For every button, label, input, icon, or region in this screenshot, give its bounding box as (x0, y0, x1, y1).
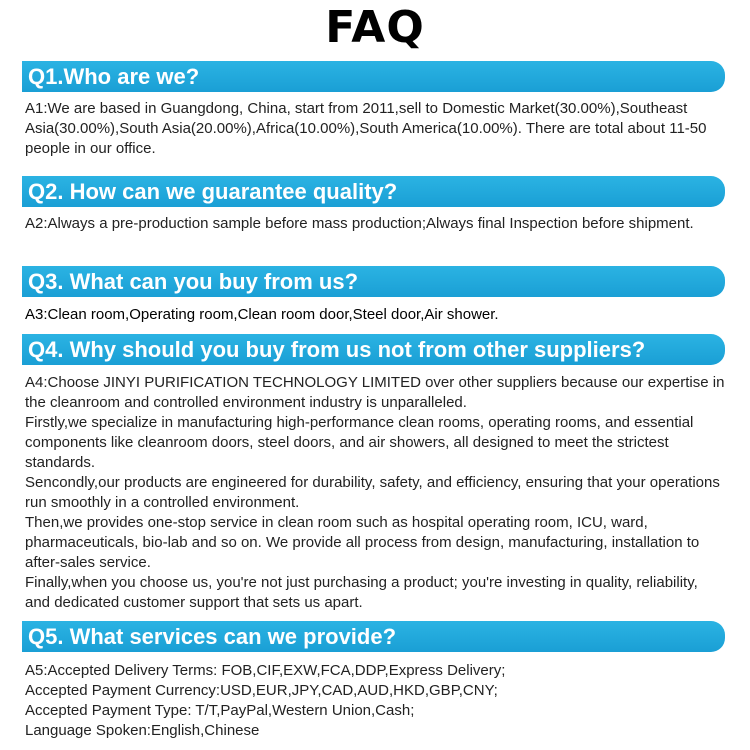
faq-answer-4-para-5: Finally,when you choose us, you're not just purchasing a product; you're investing in quality, reliability, and dedicated customer support that sets us apart. (25, 574, 698, 611)
faq-question-5: Q5. What services can we provide? (22, 621, 725, 652)
faq-answer-5 (25, 661, 725, 741)
faq-answer-3-line: A3:Clean room,Operating room,Clean room door,Steel door,Air shower. (25, 306, 499, 323)
faq-question-3: Q3. What can you buy from us? (22, 266, 725, 297)
faq-answer-5-line-2: Accepted Payment Currency:USD,EUR,JPY,CAD,AUD,HKD,GBP,CNY; (25, 682, 498, 699)
faq-question-1: Q1.Who are we? (22, 61, 725, 92)
faq-answer-4-para-4: Then,we provides one-stop service in clean room such as hospital operating room, ICU, ward, pharmaceuticals, bio-lab and so on. We provide all process from design, manufacturing, installation to after-sales service. (25, 514, 700, 571)
faq-answer-4-para-3: Sencondly,our products are engineered for durability, safety, and efficiency, ensuring that your operations run smoothly in a controlled environment. (25, 474, 720, 511)
faq-answer-4 (25, 373, 725, 613)
faq-answer-4-para-2: Firstly,we specialize in manufacturing high-performance clean rooms, operating rooms, and essential components like cleanroom doors, steel doors, and air showers, all designed to meet the strictest standards. (25, 414, 694, 471)
faq-answer-5-line-3: Accepted Payment Type: T/T,PayPal,Western Union,Cash; (25, 702, 415, 719)
faq-question-4: Q4. Why should you buy from us not from other suppliers? (22, 334, 725, 365)
faq-answer-5-line-1: A5:Accepted Delivery Terms: FOB,CIF,EXW,FCA,DDP,Express Delivery; (25, 662, 506, 679)
faq-answer-2-line: A2:Always a pre-production sample before mass production;Always final Inspection before shipment. (25, 215, 694, 232)
faq-answer-3 (25, 305, 725, 325)
faq-answer-2 (25, 214, 725, 234)
page-title: FAQ (325, 2, 425, 53)
faq-question-2: Q2. How can we guarantee quality? (22, 176, 725, 207)
faq-answer-5-line-4: Language Spoken:English,Chinese (25, 722, 260, 739)
faq-answer-4-para-1: A4:Choose JINYI PURIFICATION TECHNOLOGY LIMITED over other suppliers because our expertise in the cleanroom and controlled environment industry is unparalleled. (25, 374, 725, 411)
faq-answer-1-line: A1:We are based in Guangdong, China, start from 2011,sell to Domestic Market(30.00%),Southeast Asia(30.00%),South Asia(20.00%),Africa(10.00%),South America(10.00%). There are total about 11-50 people in our office. (25, 100, 707, 157)
faq-answer-1 (25, 99, 725, 159)
